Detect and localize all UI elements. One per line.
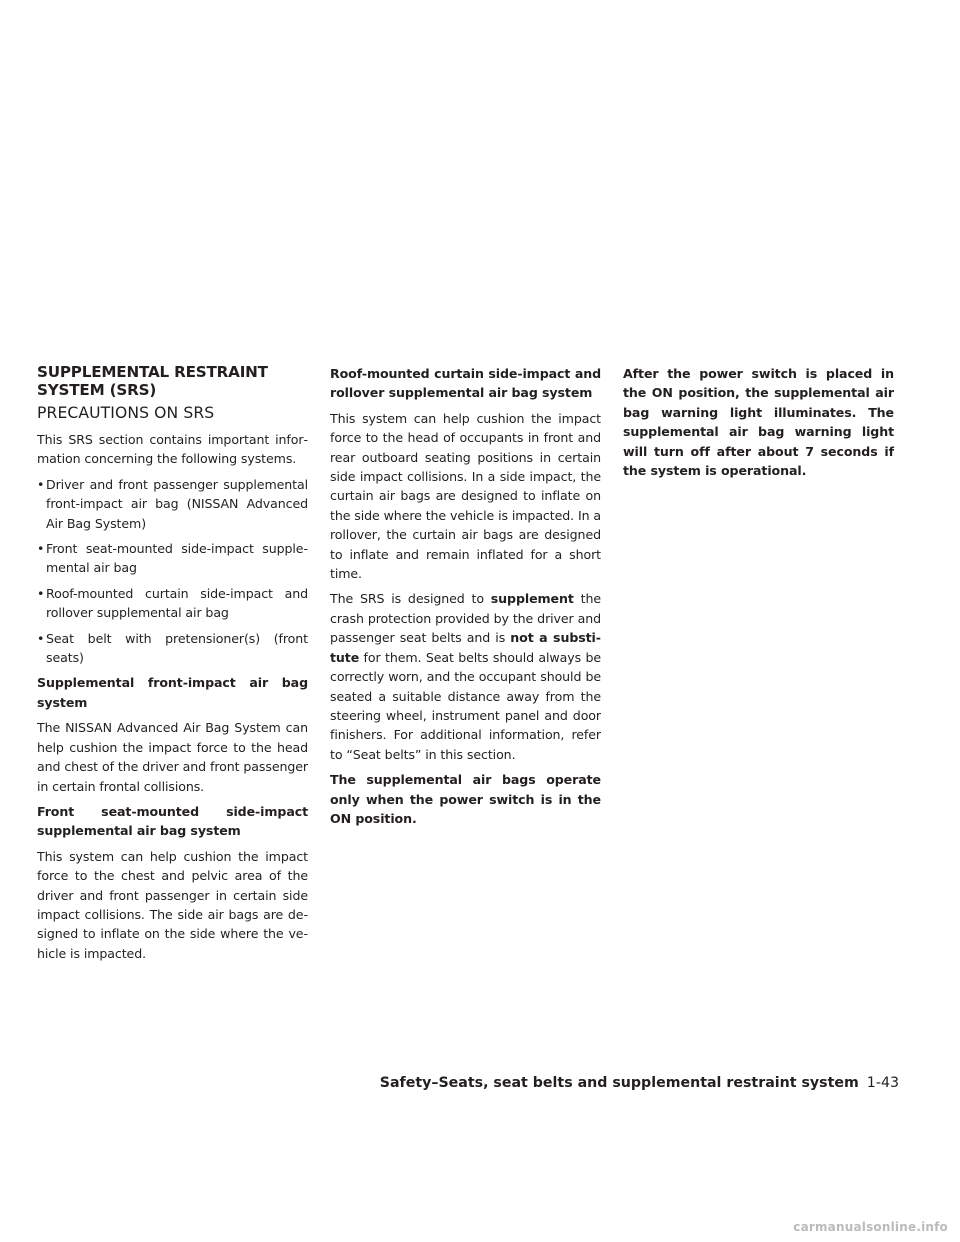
srs-emphasis: supplement [490,591,574,607]
column-left [37,364,308,969]
systems-list [37,475,308,668]
front-airbag-paragraph: The NISSAN Advanced Air Bag System can help cushion the impact force to the head and chest of the driver and front passenger in certain frontal collisions. [37,720,308,794]
list-item: • Front seat-mounted side-impact supplemental air bag [37,539,308,578]
side-airbag-heading: Front seat-mounted side-impact supplemental air bag system [37,803,308,839]
list-item: • Driver and front passenger supplemental front-impact air bag (NISSAN Advanced Air Bag System) [37,475,308,533]
subsection-heading: PRECAUTIONS ON SRS [37,404,215,422]
page-footer [380,1074,899,1092]
watermark: carmanualsonline.info [793,1220,948,1234]
curtain-airbag-heading: Roof-mounted curtain side-impact and rollover supplemental air bag system [330,366,601,401]
srs-text-part: The SRS is designed to [330,591,491,607]
section-heading: SUPPLEMENTAL RESTRAINT SYSTEM (SRS) [37,363,268,399]
list-item: • Seat belt with pretensioner(s) (front seats) [37,629,308,668]
column-right [623,364,894,486]
operate-paragraph: The supplemental air bags operate only when the power switch is in the ON position. [330,772,601,826]
side-airbag-paragraph: This system can help cushion the impact force to the chest and pelvic area of the driver and front passenger in certain side impact collisions. The side air bags are designed to inflate on the side where the vehicle is impacted. [37,848,308,961]
column-middle [330,364,601,834]
srs-text-part: the crash protection provided by the driver and passenger seat belts and is [330,591,601,646]
front-airbag-heading: Supplemental front-impact air bag system [37,675,308,710]
footer-section-title: Safety–Seats, seat belts and supplemental restraint system [379,1075,859,1091]
srs-text-part: for them. Seat belts should always be correctly worn, and the occupant should be seated a suitable distance away from the steering wheel, instrument panel and door finishers. For additional information, refer to “Seat belts” in this section. [330,649,601,762]
srs-emphasis: not a substitute [330,630,601,665]
curtain-airbag-paragraph: This system can help cushion the impact force to the head of occupants in front and rear outboard seating positions in certain side impact collisions. In a side impact, the curtain air bags are designed to inflate on the side where the vehicle is impacted. In a rollover, the curtain air bags are designed to inflate and remain inflated for a short time. [330,410,601,582]
page-number: 1-43 [866,1075,899,1091]
list-item: • Roof-mounted curtain side-impact and rollover supplemental air bag [37,584,308,623]
warning-light-paragraph: After the power switch is placed in the ON position, the supplemental air bag warning light illuminates. The supplemental air bag warning light will turn off after about 7 seconds if the system is operational. [623,366,894,479]
intro-paragraph: This SRS section contains important information concerning the following systems. [37,432,308,467]
srs-supplement-paragraph [330,589,601,764]
